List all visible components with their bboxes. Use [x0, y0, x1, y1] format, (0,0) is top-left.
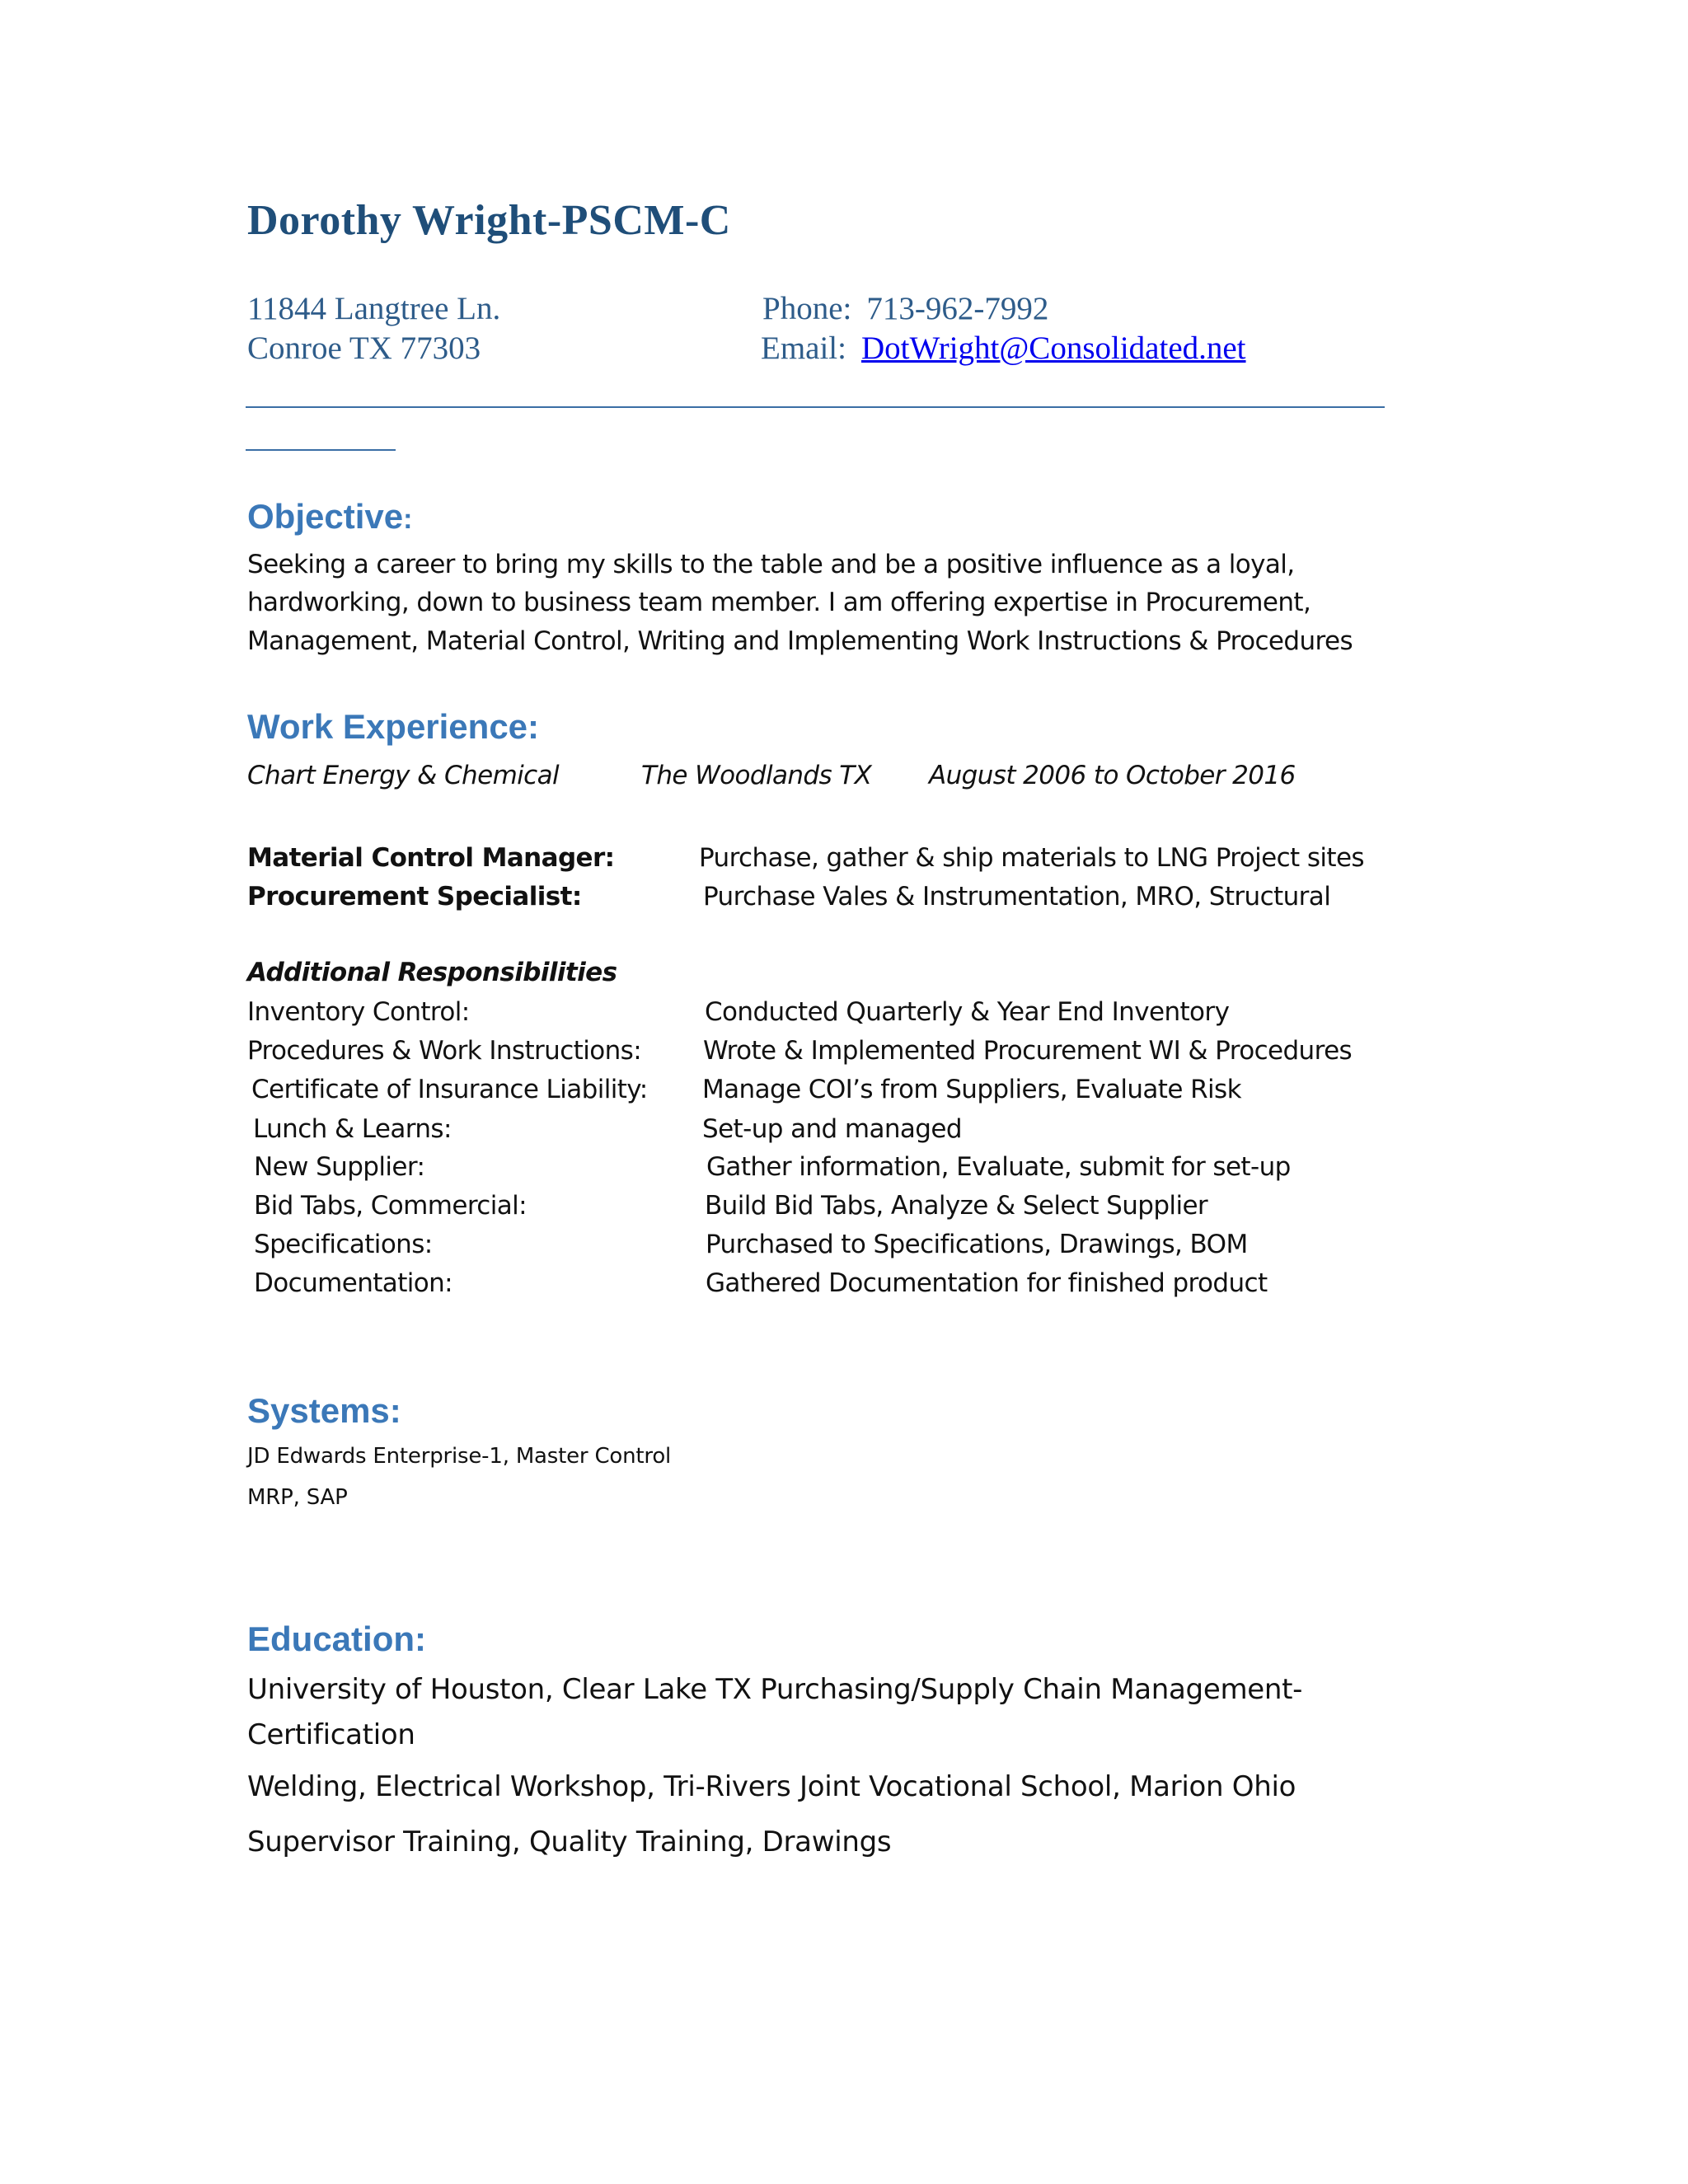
responsibility-description: Conducted Quarterly & Year End Inventory [705, 997, 1230, 1027]
responsibility-label: Bid Tabs, Commercial: [254, 1191, 528, 1221]
email-row [761, 330, 1246, 367]
responsibility-label: Lunch & Learns: [253, 1114, 452, 1144]
address-line-2: Conroe TX 77303 [247, 330, 481, 366]
responsibility-label: New Supplier: [254, 1152, 425, 1182]
company-name: Chart Energy & Chemical [247, 761, 560, 790]
responsibility-description: Gather information, Evaluate, submit for set-up [706, 1152, 1291, 1182]
responsibility-description: Gathered Documentation for finished product [706, 1268, 1268, 1298]
header-divider-short [246, 449, 396, 451]
education-line-2: Certification [247, 1718, 415, 1751]
responsibility-label: Documentation: [254, 1268, 453, 1298]
systems-heading: Systems: [247, 1391, 401, 1430]
objective-line-2: hardworking, down to business team member. I am offering expertise in Procurement, [247, 588, 1311, 617]
candidate-name: Dorothy Wright-PSCM-C [247, 197, 731, 244]
role-description: Purchase Vales & Instrumentation, MRO, Structural [703, 882, 1331, 912]
employment-dates: August 2006 to October 2016 [929, 761, 1296, 790]
role-title: Material Control Manager: [247, 843, 615, 873]
systems-line-2: MRP, SAP [247, 1485, 348, 1510]
objective-line-1: Seeking a career to bring my skills to the table and be a positive influence as a loyal, [247, 550, 1295, 579]
email-label: Email: [761, 330, 846, 366]
objective-heading: Objective: [247, 497, 413, 536]
address-line-1: 11844 Langtree Ln. [247, 291, 501, 326]
phone-label: Phone: [762, 291, 852, 326]
responsibility-description: Manage COI’s from Suppliers, Evaluate Risk [702, 1075, 1241, 1104]
work-experience-heading: Work Experience: [247, 707, 540, 746]
responsibility-label: Procedures & Work Instructions: [247, 1036, 642, 1066]
responsibility-description: Wrote & Implemented Procurement WI & Procedures [703, 1036, 1353, 1066]
systems-line-1: JD Edwards Enterprise-1, Master Control [247, 1444, 672, 1469]
role-description: Purchase, gather & ship materials to LNG Project sites [699, 843, 1364, 873]
responsibility-description: Build Bid Tabs, Analyze & Select Supplier [705, 1191, 1208, 1221]
education-line-3: Welding, Electrical Workshop, Tri-Rivers Joint Vocational School, Marion Ohio [247, 1770, 1296, 1803]
responsibility-label: Specifications: [254, 1230, 433, 1259]
objective-line-3: Management, Material Control, Writing and Implementing Work Instructions & Procedures [247, 626, 1353, 656]
phone-number: 713-962-7992 [866, 291, 1049, 326]
header-divider [246, 406, 1385, 408]
phone-row [762, 290, 1048, 327]
additional-responsibilities-heading: Additional Responsibilities [247, 958, 617, 987]
email-link[interactable]: DotWright@Consolidated.net [860, 330, 1246, 366]
education-line-1: University of Houston, Clear Lake TX Purchasing/Supply Chain Management- [247, 1673, 1303, 1706]
responsibility-label: Certificate of Insurance Liability: [251, 1075, 648, 1104]
company-location: The Woodlands TX [641, 761, 872, 790]
responsibility-label: Inventory Control: [247, 997, 470, 1027]
education-line-4: Supervisor Training, Quality Training, Drawings [247, 1825, 892, 1858]
education-heading: Education: [247, 1619, 426, 1658]
responsibility-description: Purchased to Specifications, Drawings, BOM [706, 1230, 1248, 1259]
role-title: Procurement Specialist: [247, 882, 582, 912]
responsibility-description: Set-up and managed [702, 1114, 962, 1144]
